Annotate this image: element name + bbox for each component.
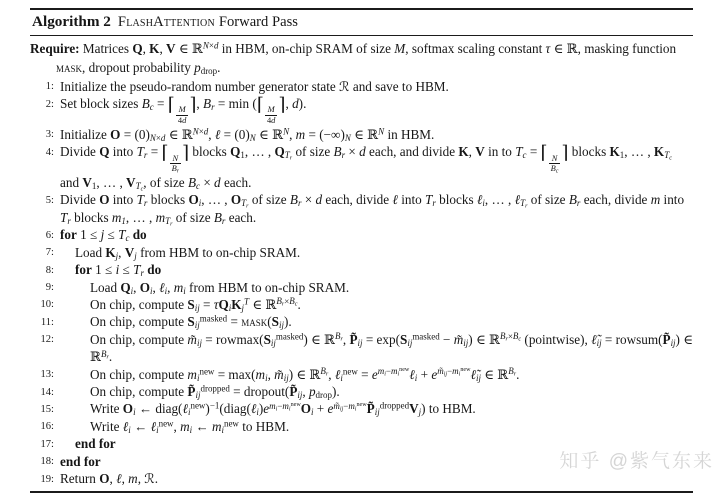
bottom-rule [30, 491, 693, 493]
line-content: On chip, compute $m̃_{ij} = rowmax(S_{ij}^{masked})$ ∈ ℝ$^{B_r}$, $P̃_{ij} = \exp(S_{ij}^{masked}$ − $m̃_{ij}$) ∈ ℝ$^{B_r\times B_c}$ (pointwise), $\ell̃_{ij}$ = $rowsum(P̃_{ij})$ ∈ ℝ$^{B_r}$. [90, 331, 693, 365]
require-text: Matrices Q, K, V ∈ ℝ$^{N\times d}$ in HBM, on-chip SRAM of size M, softmax scaling constant τ ∈ ℝ, masking function mask, dropout probability $p_{drop}$. [56, 40, 677, 76]
line-content: Initialize the pseudo-random number generator state ℛ and save to HBM. [60, 78, 449, 94]
line-number: 13: [40, 369, 54, 381]
algo-line [30, 418, 693, 435]
line-content: Divide Q into $T_r$ = ⌈ $\frac{N}{B_r}$ ⌉ blocks $Q_1$, … , $Q_{T_r}$ of size $B_r \times d$ each, and divide K, V in to $T_c$ = ⌈ $\frac{N}{B_c}$ ⌉ blocks $K_1$, … , $K_{T_c}$ and $V_1$, … , $V_{T_c}$, of size $B_c \times d$ each. [60, 142, 672, 193]
line-number: 7: [45, 247, 54, 259]
line-content: for $1 \le i \le T_r$ do [75, 262, 162, 279]
algo-line [30, 400, 693, 417]
line-content: On chip, compute $S_{ij}^{masked}$ = $mask(S_{ij})$. [90, 313, 292, 331]
line-number: 1: [45, 81, 54, 93]
algo-line [30, 279, 693, 296]
line-content: for $1 \le j \le T_c$ do [60, 227, 147, 244]
algorithm-label: Algorithm 2 [32, 13, 111, 30]
watermark: 知乎 @紫气东来 [559, 451, 714, 472]
line-number: 9: [45, 282, 54, 294]
line-number: 10: [40, 299, 54, 311]
algo-line [30, 383, 693, 400]
line-content: end for [75, 436, 116, 452]
line-number: 17: [40, 438, 54, 450]
line-number: 16: [40, 421, 54, 433]
line-content: On chip, compute $P̃_{ij}^{dropped}$ = $dropout(P̃_{ij}$, $p_{drop}$). [90, 383, 340, 401]
line-number: 15: [40, 403, 54, 415]
line-content: Write $O_i$ ← $diag(\ell_i^{new})^{-1}(diag(\ell_i)e^{m_i-m_i^{new}}O_i$ + $e^{m̃_{ij}-m_i^{new}}P̃_{ij}^{dropped}V_j$) to HBM. [90, 400, 476, 418]
line-number: 2: [45, 98, 54, 110]
line-number: 3: [45, 129, 54, 141]
line-number: 11: [40, 316, 54, 328]
algo-line [30, 126, 693, 143]
line-number: 5: [45, 194, 54, 206]
require-label: Require: [30, 41, 80, 57]
line-number: 14: [40, 386, 54, 398]
line-content: Divide O into $T_r$ blocks $O_i$, … , $O_{T_r}$ of size $B_r \times d$ each, divide ℓ into $T_r$ blocks ℓ$_i$, … , ℓ$_{T_r}$ of size $B_r$ each, divide m into $T_r$ blocks $m_1$, … , $m_{T_r}$ of size $B_r$ each. [60, 192, 685, 228]
algo-line [30, 261, 693, 278]
algo-line [30, 331, 693, 366]
algo-line [30, 296, 693, 313]
line-content: Load $K_j$, $V_j$ from HBM to on-chip SRAM. [75, 244, 301, 261]
line-content: On chip, compute $m_i^{new} = \max(m_i$, $m̃_{ij}$) ∈ ℝ$^{B_r}$, ℓ$_i^{new}$ = $e^{m_i-m_i^{new}}\ell_i$ + $e^{m̃_{ij}-m_i^{new}}\ell̃_{ij}$ ∈ ℝ$^{B_r}$. [90, 366, 520, 383]
line-number: 8: [45, 264, 54, 276]
algo-line [30, 226, 693, 243]
line-content: Return O, ℓ, m, ℛ. [60, 471, 159, 487]
algo-line [30, 313, 693, 330]
line-content: end for [60, 453, 101, 469]
algo-line [30, 244, 693, 261]
line-content: Write ℓ$_i$ ← ℓ$_i^{new}$, $m_i$ ← $m_i^{new}$ to HBM. [90, 418, 290, 435]
algo-line [30, 95, 693, 126]
algorithm-lines [30, 78, 693, 488]
algo-line [30, 78, 693, 95]
algo-line [30, 191, 693, 226]
line-number: 18: [40, 456, 54, 468]
line-content: On chip, compute $S_{ij} = \tau Q_iK_j^T$ ∈ ℝ$^{B_r\times B_c}$. [90, 296, 301, 313]
algo-line [30, 435, 693, 452]
algorithm-title-smallcaps: FlashAttention [117, 14, 215, 30]
line-number: 12: [40, 334, 54, 346]
line-number: 4: [45, 146, 54, 158]
algorithm-header [30, 10, 693, 35]
line-number: 19: [40, 473, 54, 485]
line-number: 6: [45, 229, 54, 241]
algo-line [30, 143, 693, 191]
require-statement [30, 36, 693, 77]
algorithm-title-rest: Forward Pass [218, 14, 298, 30]
algorithm-box [30, 8, 693, 493]
line-content: Set block sizes $B_c$ = ⌈ $\frac{M}{4d}$ ⌉, $B_r = \min$ (⌈ $\frac{M}{4d}$ ⌉, d). [60, 94, 307, 126]
line-content: Load $Q_i$, $O_i$, ℓ$_i$, $m_i$ from HBM to on-chip SRAM. [90, 279, 350, 296]
line-content: Initialize $O = (0)_{N\times d}$ ∈ ℝ$^{N\times d}$, ℓ = $(0)_N$ ∈ ℝ$^N$, $m = (-\infty)_N$ ∈ ℝ$^N$ in HBM. [60, 126, 435, 143]
algo-line [30, 453, 693, 470]
algo-line [30, 366, 693, 383]
